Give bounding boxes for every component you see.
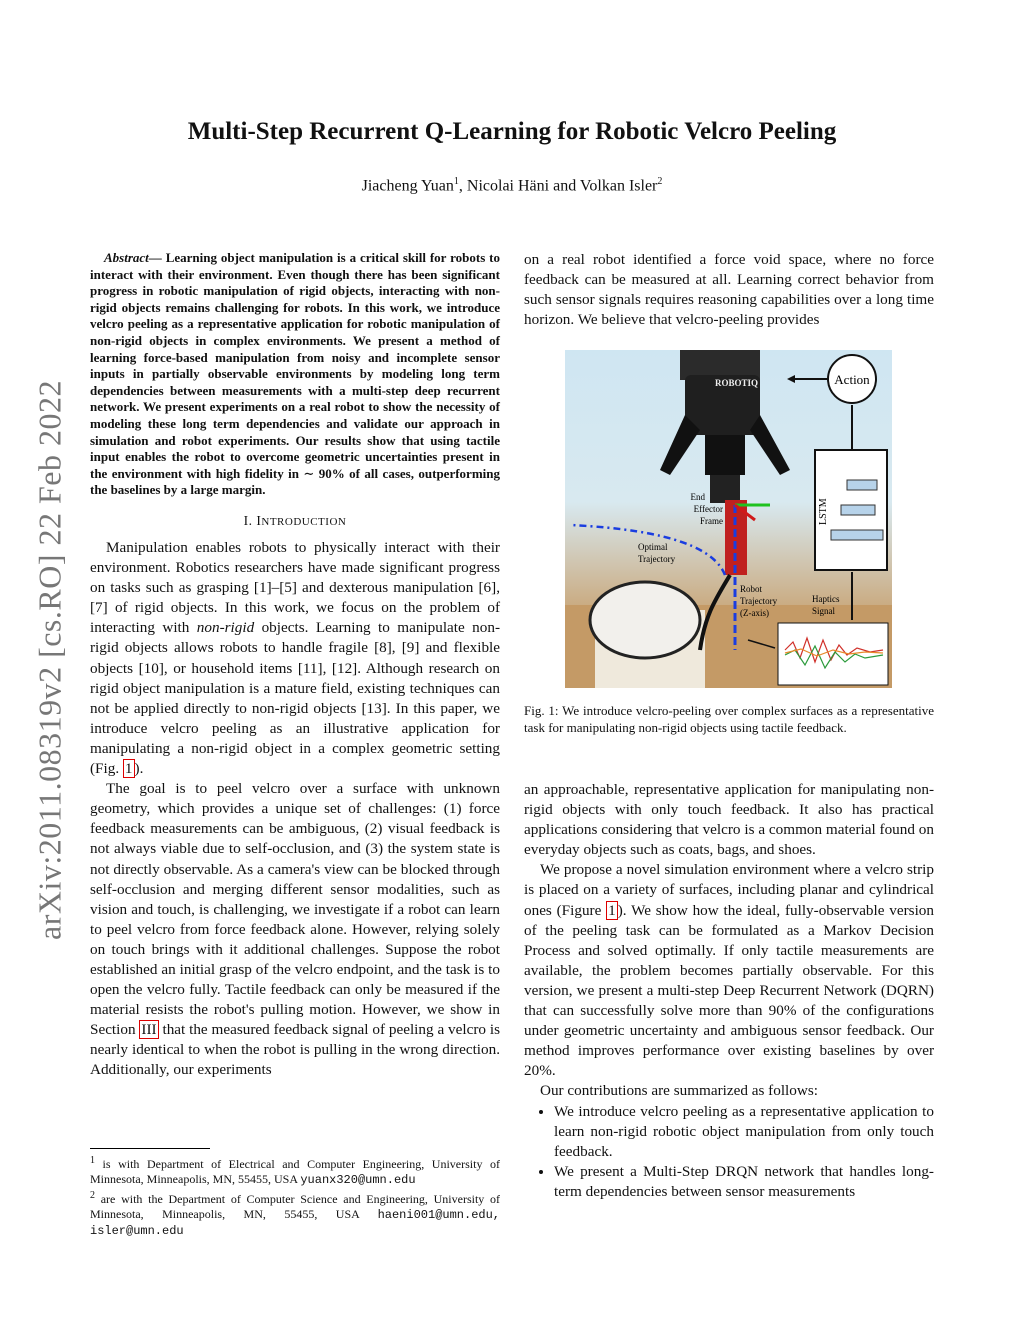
right-paragraph-continued: on a real robot identified a force void space, where no force feedback can be measured at all. Learning correct behavior from such sensor signals requires reasoning capabilities over a long time horizon. We believe that velcro-peeling provides bbox=[524, 251, 934, 329]
authors-rest: , Nicolai Häni and Volkan Isler bbox=[458, 177, 658, 195]
cylinder-surface bbox=[590, 582, 700, 658]
figure-ref-link-2[interactable]: 1 bbox=[608, 901, 616, 919]
lstm-block-3 bbox=[831, 530, 883, 540]
intro-p1-emphasis: non-rigid bbox=[196, 619, 255, 637]
right-p4-text-b: ). We show how the ideal, fully-observable version of the peeling task can be formulated as a Markov Decision Process and solved optimally. If only tactile measurements are available, the problem becomes partially observable. For this version, we present a multi-step Deep Recurrent Network (DQRN) that can successfully solve more than 90% of the configurations under geometric uncertainty and ambiguous sensor feedback. Our method improves performance over existing baselines by over 20%. bbox=[524, 901, 934, 1080]
label-z-axis: (Z-axis) bbox=[740, 608, 769, 618]
contributions-list bbox=[524, 1102, 934, 1202]
abstract bbox=[90, 250, 500, 499]
gripper-finger-right bbox=[750, 415, 790, 475]
left-column bbox=[90, 250, 500, 1081]
right-paragraph-4 bbox=[524, 860, 934, 1081]
right-column bbox=[524, 250, 934, 330]
affiliation-mark-2: 2 bbox=[657, 176, 663, 187]
arxiv-sidebar bbox=[25, 350, 75, 970]
label-end: End bbox=[690, 492, 705, 502]
section-title-rest: NTRODUCTION bbox=[261, 515, 347, 528]
figure-ref-link[interactable]: 1 bbox=[124, 760, 133, 778]
intro-paragraph-2 bbox=[90, 779, 500, 1080]
abstract-text: — Learning object manipulation is a critical skill for robots to interact with their environment. Even though there has been significant progress in robotic manipulation of rigid objects, interacting with non-rigid objects remains challenging for robots. In this work, we introduce velcro peeling as a representative application for robotic manipulation of non-rigid objects in complex environments. We present a method of learning force-based manipulation from noisy and incomplete sensor inputs in partially observable environments by modeling long term dependencies between measurements with a multi-step deep recurrent network. We present experiments on a real robot to show the necessity of modeling these long term dependencies and validate our approach in simulation and robot experiments. Our results show that using tactile input enables the robot to overcome geometric uncertainties present in the environment with high fidelity in ∼ 90% of all cases, outperforming the baselines by a large margin. bbox=[90, 250, 500, 498]
affiliation-mark-1: 1 bbox=[453, 176, 459, 187]
gripper-brand: ROBOTIQ bbox=[715, 378, 759, 388]
section-number: I. bbox=[243, 512, 257, 528]
gripper-palm bbox=[705, 435, 745, 475]
figure-1-caption bbox=[524, 703, 934, 736]
arxiv-identifier: arXiv:2011.08319v2 [cs.RO] 22 Feb 2022 bbox=[31, 380, 68, 940]
label-signal: Signal bbox=[812, 606, 836, 616]
gripper-finger-left bbox=[660, 415, 700, 475]
intro-p1-text-a: Manipulation enables robots to physically interact with their environment. Robotics researchers have made significant progress on tasks such as grasping [1]–[5] and dexterous manipulation [6], [7] of rigid objects. In this work, we focus on the problem of interacting with bbox=[90, 539, 500, 637]
abstract-label: Abstract bbox=[104, 250, 149, 265]
footnote-2-mark: 2 bbox=[90, 1190, 95, 1201]
figure-1-photo bbox=[565, 350, 892, 688]
contribution-item: • We introduce velcro peeling as a representative application to learn non-rigid robotic object manipulation from only touch feedback. bbox=[554, 1102, 934, 1162]
section-ref-link[interactable]: III bbox=[141, 1021, 157, 1039]
label-trajectory: Trajectory bbox=[638, 554, 676, 564]
lstm-label: LSTM bbox=[818, 498, 829, 525]
gripper-tips bbox=[710, 475, 740, 503]
intro-p2-text-a: The goal is to peel velcro over a surface with unknown geometry, which provides a unique set of challenges: (1) force feedback measurements can be ambiguous, (2) visual feedback is not always viable due to self-occlusion, and (3) the system state is not directly observable. As a camera's view can be blocked through self-occlusion and merging different sensor modalities, such as vision and touch, is challenging, we investigate if a robot can learn to peel velcro from force feedback alone. However, relying solely on touch brings with it additional challenges. Suppose the robot established an initial grasp of the velcro endpoint, and the task is to open the velcro fully. Tactile feedback can only be measured if the material resists the robot's pulling motion. However, we show in Section bbox=[90, 780, 500, 1039]
action-label: Action bbox=[834, 372, 870, 387]
label-robot: Robot bbox=[740, 584, 763, 594]
action-arrowhead bbox=[787, 375, 795, 383]
figure-1-illustration bbox=[565, 350, 892, 688]
footnote-1-email: yuanx320@umn.edu bbox=[300, 1173, 416, 1187]
footnote-1-text: is with Department of Electrical and Computer Engineering, University of Minnesota, Minneapolis, MN, 55455, USA bbox=[90, 1157, 500, 1186]
footnote-1 bbox=[90, 1153, 500, 1188]
right-p4-text-a: We propose a novel simulation environment where a velcro strip is placed on a variety of surfaces, including planar and cylindrical ones (Figure bbox=[524, 861, 934, 919]
right-column-lower bbox=[524, 780, 934, 1202]
haptics-plot bbox=[778, 623, 888, 685]
caption-label: Fig. 1: bbox=[524, 703, 563, 718]
label-haptics: Haptics bbox=[812, 594, 840, 604]
caption-text: We introduce velcro-peeling over complex surfaces as a representative task for manipulating non-rigid objects using tactile feedback. bbox=[524, 703, 934, 735]
author-1: Jiacheng Yuan bbox=[361, 177, 454, 195]
footnotes bbox=[90, 1148, 500, 1239]
intro-p1-text-b: objects. Learning to manipulate non-rigid objects allows robots to handle fragile [8], [9] and flexible objects [10], or household items [11], [12]. Although research on rigid object manipulation is a mature field, existing techniques can not be applied directly to non-rigid objects [13]. In this paper, we introduce velcro peeling as an illustrative application for manipulating a non-rigid object in a complex geometric setting (Fig. bbox=[90, 619, 500, 778]
contribution-item: • We present a Multi-Step DRQN network that handles long-term dependencies between sensor measurements bbox=[554, 1162, 934, 1202]
lstm-block-1 bbox=[847, 480, 877, 490]
label-frame: Frame bbox=[700, 516, 723, 526]
section-initial: I bbox=[256, 512, 262, 528]
footnote-rule bbox=[90, 1148, 210, 1149]
footnote-2-email: haeni001@umn.edu, isler@umn.edu bbox=[90, 1208, 500, 1238]
right-paragraph-3: an approachable, representative application for manipulating non-rigid objects with only touch feedback. It also has practical applications considering that velcro is a common material found on everyday objects such as coats, bags, and shoes. bbox=[524, 781, 934, 859]
section-heading-introduction bbox=[90, 511, 500, 532]
footnote-2-text: are with the Department of Computer Science and Engineering, University of Minnesota, Minneapolis, MN, 55455, USA bbox=[90, 1192, 500, 1221]
label-effector: Effector bbox=[693, 504, 723, 514]
author-line bbox=[0, 176, 1024, 195]
intro-p1-text-c: ). bbox=[134, 760, 144, 778]
intro-paragraph-1 bbox=[90, 538, 500, 779]
footnote-2 bbox=[90, 1188, 500, 1239]
label-optimal: Optimal bbox=[638, 542, 668, 552]
paper-title: Multi-Step Recurrent Q-Learning for Robotic Velcro Peeling bbox=[187, 118, 837, 145]
right-paragraph-5: Our contributions are summarized as follows: bbox=[540, 1082, 818, 1100]
lstm-block-2 bbox=[841, 505, 875, 515]
label-robot-trajectory: Trajectory bbox=[740, 596, 778, 606]
footnote-1-mark: 1 bbox=[90, 1155, 95, 1166]
intro-p2-text-b: that the measured feedback signal of peeling a velcro is nearly identical to when the robot is pulling in the wrong direction. Additionally, our experiments bbox=[90, 1021, 500, 1079]
